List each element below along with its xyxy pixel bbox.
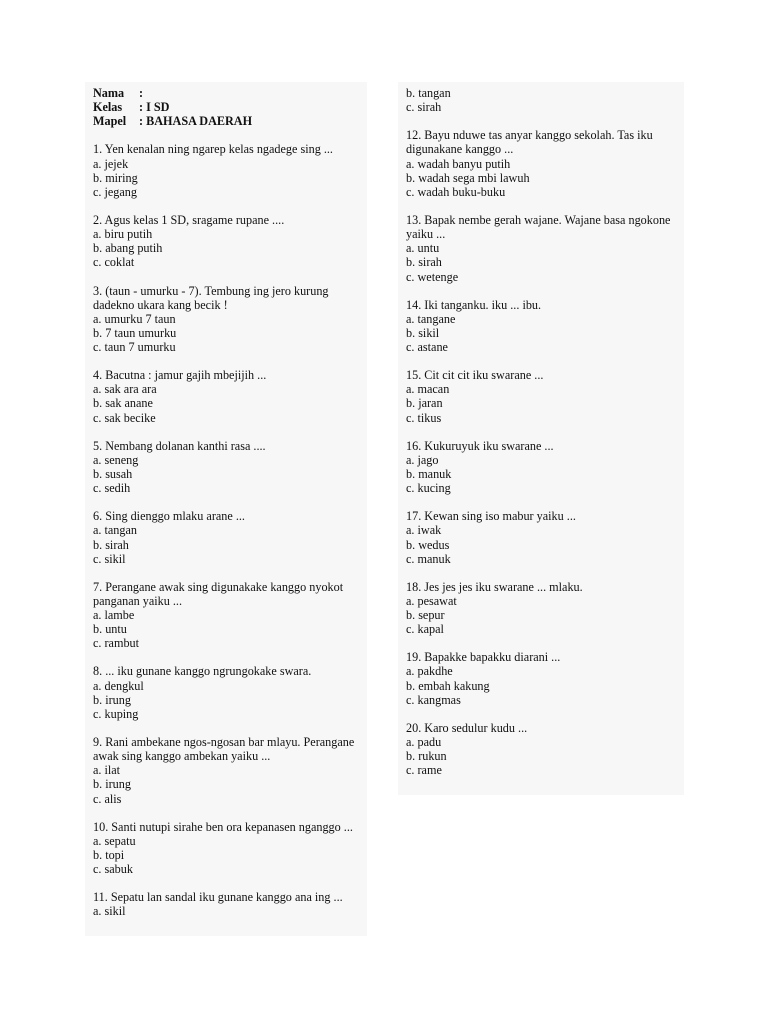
option-b: b. rukun (406, 749, 447, 764)
nama-value: : (139, 86, 144, 100)
question-text: 8. ... iku gunane kanggo ngrungokake swara. (93, 664, 312, 679)
option-a: a. sak ara ara (93, 382, 157, 397)
mapel-row (93, 114, 361, 128)
kelas-value: : I SD (139, 100, 170, 115)
option-b: b. wadah sega mbi lawuh (406, 170, 530, 185)
question-9 (93, 735, 361, 806)
question-text: 11. Sepatu lan sandal iku gunane kanggo ana ing ... (93, 890, 343, 905)
option-a: a. tangan (93, 523, 137, 538)
option-c: c. tikus (406, 410, 442, 425)
option-b: b. abang putih (93, 241, 163, 256)
question-text: 13. Bapak nembe gerah wajane. Wajane basa ngokone yaiku ... (406, 212, 671, 242)
question-14 (406, 298, 678, 355)
option-b: b. tangan (406, 86, 451, 100)
question-11-continued (406, 86, 678, 114)
mapel-label: Mapel (93, 114, 127, 129)
question-text: 5. Nembang dolanan kanthi rasa .... (93, 438, 266, 453)
option-c: c. rambut (93, 636, 140, 651)
question-10 (93, 820, 361, 877)
option-b: b. embah kakung (406, 678, 490, 693)
right-column (406, 86, 678, 791)
kelas-label: Kelas (93, 100, 123, 115)
question-text: 1. Yen kenalan ning ngarep kelas ngadege sing ... (93, 142, 333, 157)
option-b: b. miring (93, 170, 138, 185)
option-b: b. susah (93, 467, 133, 481)
question-5 (93, 439, 361, 496)
option-a: a. umurku 7 taun (93, 311, 176, 326)
option-a: a. seneng (93, 452, 139, 467)
option-a: a. iwak (406, 523, 442, 538)
question-text: 3. (taun - umurku - 7). Tembung ing jero kurung dadekno ukara kang becik ! (93, 283, 329, 312)
question-17 (406, 509, 678, 566)
option-a: a. sepatu (93, 833, 136, 848)
option-c: c. rame (406, 763, 442, 778)
question-text: 15. Cit cit cit iku swarane ... (406, 368, 544, 383)
option-b: b. sirah (406, 255, 442, 270)
question-text: 19. Bapakke bapakku diarani ... (406, 650, 561, 665)
question-text: 6. Sing dienggo mlaku arane ... (93, 509, 245, 524)
question-3 (93, 284, 361, 355)
question-text: 9. Rani ambekane ngos-ngosan bar mlayu. Perangane awak sing kanggo ambekan yaiku ... (93, 734, 355, 764)
option-a: a. ilat (93, 763, 121, 778)
option-a: a. pakdhe (406, 664, 453, 679)
option-c: c. wadah buku-buku (406, 184, 506, 199)
question-19 (406, 650, 678, 707)
option-c: c. sikil (93, 551, 126, 566)
option-a: a. sikil (93, 904, 126, 919)
question-11 (93, 890, 361, 918)
nama-label: Nama (93, 86, 125, 100)
option-b: b. 7 taun umurku (93, 325, 177, 340)
option-c: c. sabuk (93, 862, 133, 877)
question-20 (406, 721, 678, 778)
option-c: c. kuping (93, 706, 139, 721)
option-a: a. tangane (406, 311, 456, 326)
option-a: a. biru putih (93, 227, 153, 242)
option-b: b. sikil (406, 325, 440, 340)
option-c: c. alis (93, 791, 122, 806)
question-1 (93, 142, 361, 199)
option-a: a. untu (406, 241, 440, 256)
option-c: c. astane (406, 340, 448, 355)
option-c: c. jegang (93, 184, 137, 199)
option-c: c. sedih (93, 481, 131, 496)
option-a: a. padu (406, 734, 442, 749)
option-b: b. irung (93, 777, 131, 792)
question-15 (406, 368, 678, 425)
option-a: a. macan (406, 382, 450, 397)
question-text: 12. Bayu nduwe tas anyar kanggo sekolah. Tas iku digunakane kanggo ... (406, 128, 653, 157)
option-c: c. manuk (406, 551, 451, 566)
option-a: a. dengkul (93, 678, 144, 693)
question-2 (93, 213, 361, 270)
worksheet-header (93, 86, 361, 128)
question-text: 7. Perangane awak sing digunakake kanggo nyokot panganan yaiku ... (93, 579, 344, 608)
option-a: a. jejek (93, 156, 129, 171)
question-text: 20. Karo sedulur kudu ... (406, 720, 528, 735)
option-b: b. topi (93, 847, 125, 862)
question-text: 10. Santi nutupi sirahe ben ora kepanasen nganggo ... (93, 819, 353, 834)
option-b: b. sirah (93, 537, 129, 552)
question-text: 16. Kukuruyuk iku swarane ... (406, 438, 554, 453)
option-c: c. kapal (406, 622, 444, 637)
option-b: b. wedus (406, 537, 450, 552)
option-a: a. lambe (93, 608, 135, 623)
option-c: c. taun 7 umurku (93, 340, 176, 355)
option-c: c. sirah (406, 100, 442, 115)
question-7 (93, 580, 361, 651)
question-8 (93, 664, 361, 721)
option-c: c. coklat (93, 255, 135, 270)
option-b: b. manuk (406, 467, 452, 481)
option-c: c. wetenge (406, 269, 459, 284)
question-text: 14. Iki tanganku. iku ... ibu. (406, 297, 542, 312)
question-12 (406, 128, 678, 199)
question-4 (93, 368, 361, 425)
question-text: 2. Agus kelas 1 SD, sragame rupane .... (93, 212, 285, 227)
kelas-row (93, 100, 361, 114)
option-b: b. untu (93, 622, 127, 637)
question-18 (406, 580, 678, 637)
question-6 (93, 509, 361, 566)
left-column (93, 86, 361, 932)
option-a: a. jago (406, 452, 439, 467)
option-b: b. sak anane (93, 396, 153, 411)
question-text: 4. Bacutna : jamur gajih mbejijih ... (93, 368, 267, 383)
question-text: 18. Jes jes jes iku swarane ... mlaku. (406, 579, 583, 594)
question-13 (406, 213, 678, 284)
question-text: 17. Kewan sing iso mabur yaiku ... (406, 509, 576, 524)
nama-row (93, 86, 361, 100)
option-c: c. kucing (406, 481, 451, 496)
option-b: b. jaran (406, 396, 443, 411)
option-c: c. sak becike (93, 410, 156, 425)
option-a: a. wadah banyu putih (406, 156, 511, 171)
option-b: b. irung (93, 692, 131, 707)
option-b: b. sepur (406, 608, 445, 623)
option-c: c. kangmas (406, 692, 461, 707)
mapel-value: : BAHASA DAERAH (139, 114, 253, 129)
question-16 (406, 439, 678, 496)
option-a: a. pesawat (406, 593, 457, 608)
